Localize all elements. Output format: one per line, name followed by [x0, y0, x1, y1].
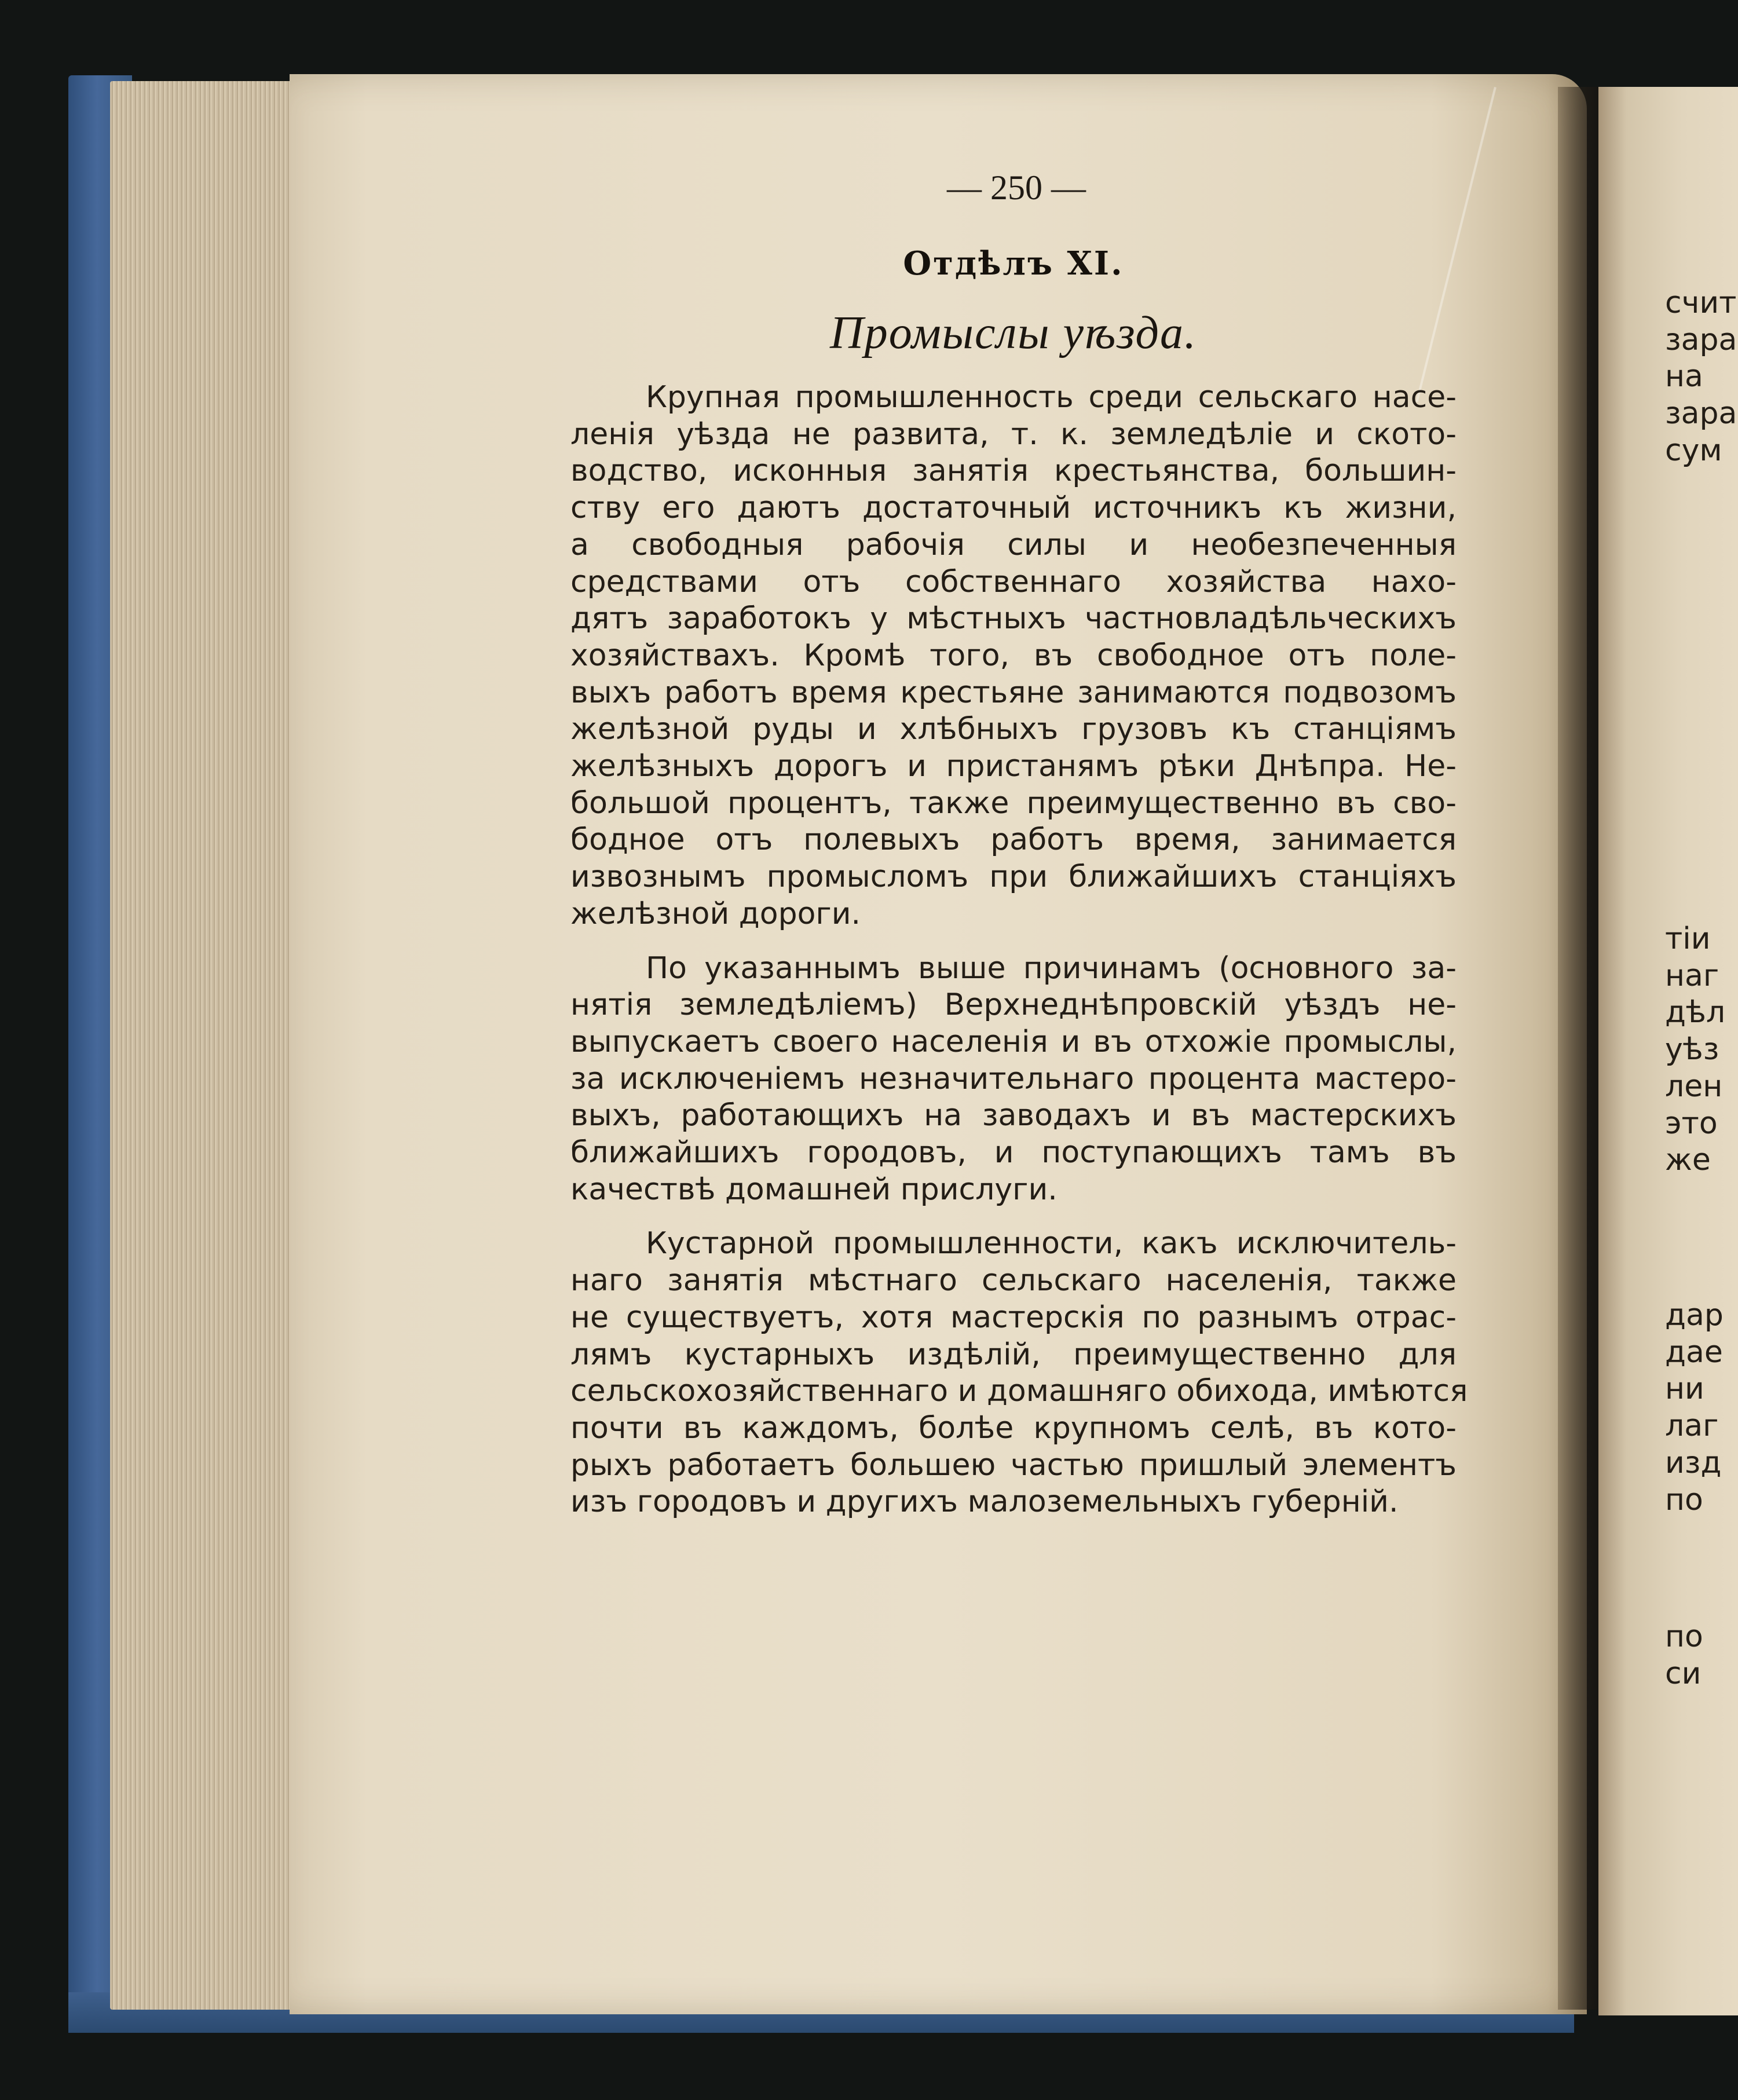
text-line: выхъ работъ время крестьяне занимаются подвозомъ — [570, 675, 1457, 710]
text-line: выхъ, работающихъ на заводахъ и въ мастерскихъ — [570, 1098, 1457, 1133]
fragment-line: зара — [1665, 396, 1737, 431]
fragment-line: ни — [1665, 1371, 1704, 1407]
text-line: большой процентъ, также преимущественно въ сво- — [570, 785, 1457, 821]
right-page-fragment — [1665, 1619, 1738, 1692]
fragment-line: си — [1665, 1656, 1702, 1691]
text-line: желѣзной руды и хлѣбныхъ грузовъ къ станціямъ — [570, 712, 1457, 747]
body-text — [570, 379, 1468, 1538]
fragment-line: зара — [1665, 322, 1737, 357]
fragment-line: дае — [1665, 1334, 1723, 1370]
text-line: ближайшихъ городовъ, и поступающихъ тамъ въ — [570, 1135, 1457, 1170]
right-page-fragment — [1665, 1297, 1738, 1519]
text-line: извознымъ промысломъ при ближайшихъ станціяхъ — [570, 859, 1457, 895]
text-line: почти въ каждомъ, болѣе крупномъ селѣ, въ кото- — [570, 1410, 1457, 1446]
paragraph — [570, 379, 1457, 933]
text-line: бодное отъ полевыхъ работъ время, занимается — [570, 822, 1457, 858]
fragment-line: счит — [1665, 286, 1737, 320]
text-line: изъ городовъ и другихъ малоземельныхъ губерній. — [570, 1484, 1399, 1520]
text-line: водство, исконныя занятія крестьянства, большин- — [570, 453, 1457, 489]
fragment-line: изд — [1665, 1445, 1722, 1480]
text-line: ству его даютъ достаточный источникъ къ жизни, — [570, 491, 1457, 526]
text-line: а свободныя рабочія силы и необезпеченныя — [570, 527, 1457, 562]
fragment-line: по — [1665, 1482, 1703, 1517]
text-line: хозяйствахъ. Кромѣ того, въ свободное отъ поле- — [570, 638, 1457, 673]
text-line: Кустарной промышленности, какъ исключитель- — [646, 1226, 1457, 1261]
text-line: ленія уѣзда не развита, т. к. земледѣліе и ското- — [570, 416, 1457, 452]
text-line: наго занятія мѣстнаго сельскаго населенія, также — [570, 1263, 1457, 1298]
fragment-line: дѣл — [1665, 995, 1726, 1030]
text-line: средствами отъ собственнаго хозяйства нахо- — [570, 564, 1457, 599]
right-page-fragment — [1665, 285, 1738, 470]
text-line: не существуетъ, хотя мастерскія по разнымъ отрас- — [570, 1300, 1457, 1335]
chapter-title: Промыслы уѣзда. — [829, 308, 1198, 358]
fragment-line: по — [1665, 1619, 1703, 1654]
fragment-line: наг — [1665, 958, 1719, 993]
text-line: Крупная промышленность среди сельскаго насе- — [646, 380, 1457, 415]
fragment-line: тіи — [1665, 921, 1711, 956]
fragment-line: это — [1665, 1106, 1718, 1141]
fragment-line: дар — [1665, 1298, 1724, 1333]
text-line: качествѣ домашней прислуги. — [570, 1172, 1058, 1207]
page-number: — 250 — — [947, 169, 1086, 207]
text-line: желѣзныхъ дорогъ и пристанямъ рѣки Днѣпра. Не- — [570, 749, 1457, 784]
text-line: желѣзной дороги. — [570, 896, 861, 931]
paragraph — [570, 950, 1457, 1209]
text-line: выпускаетъ своего населенія и въ отхожіе промыслы, — [570, 1024, 1457, 1059]
text-line: нятія земледѣліемъ) Верхнеднѣпровскій уѣздъ не- — [570, 987, 1457, 1023]
text-line: рыхъ работаетъ большею частью пришлый элементъ — [570, 1447, 1457, 1483]
fragment-line: на — [1665, 359, 1703, 394]
text-line: дятъ заработокъ у мѣстныхъ частновладѣльческихъ — [570, 601, 1457, 636]
fragment-line: сум — [1665, 433, 1722, 468]
text-line: лямъ кустарныхъ издѣлій, преимущественно для — [570, 1337, 1457, 1372]
fragment-line: уѣз — [1665, 1032, 1719, 1067]
text-line: сельскохозяйственнаго и домашняго обихода, имѣются — [570, 1374, 1468, 1409]
section-heading: Отдѣлъ XI. — [903, 244, 1124, 283]
right-page-fragment — [1665, 921, 1738, 1179]
fragment-line: лен — [1665, 1069, 1723, 1104]
fragment-line: лаг — [1665, 1408, 1719, 1444]
fragment-line: же — [1665, 1143, 1711, 1178]
paragraph — [570, 1225, 1468, 1521]
page-edges — [110, 81, 295, 2010]
text-line: По указаннымъ выше причинамъ (основного за- — [646, 950, 1457, 986]
text-line: за исключеніемъ незначительнаго процента мастеро- — [570, 1061, 1457, 1096]
